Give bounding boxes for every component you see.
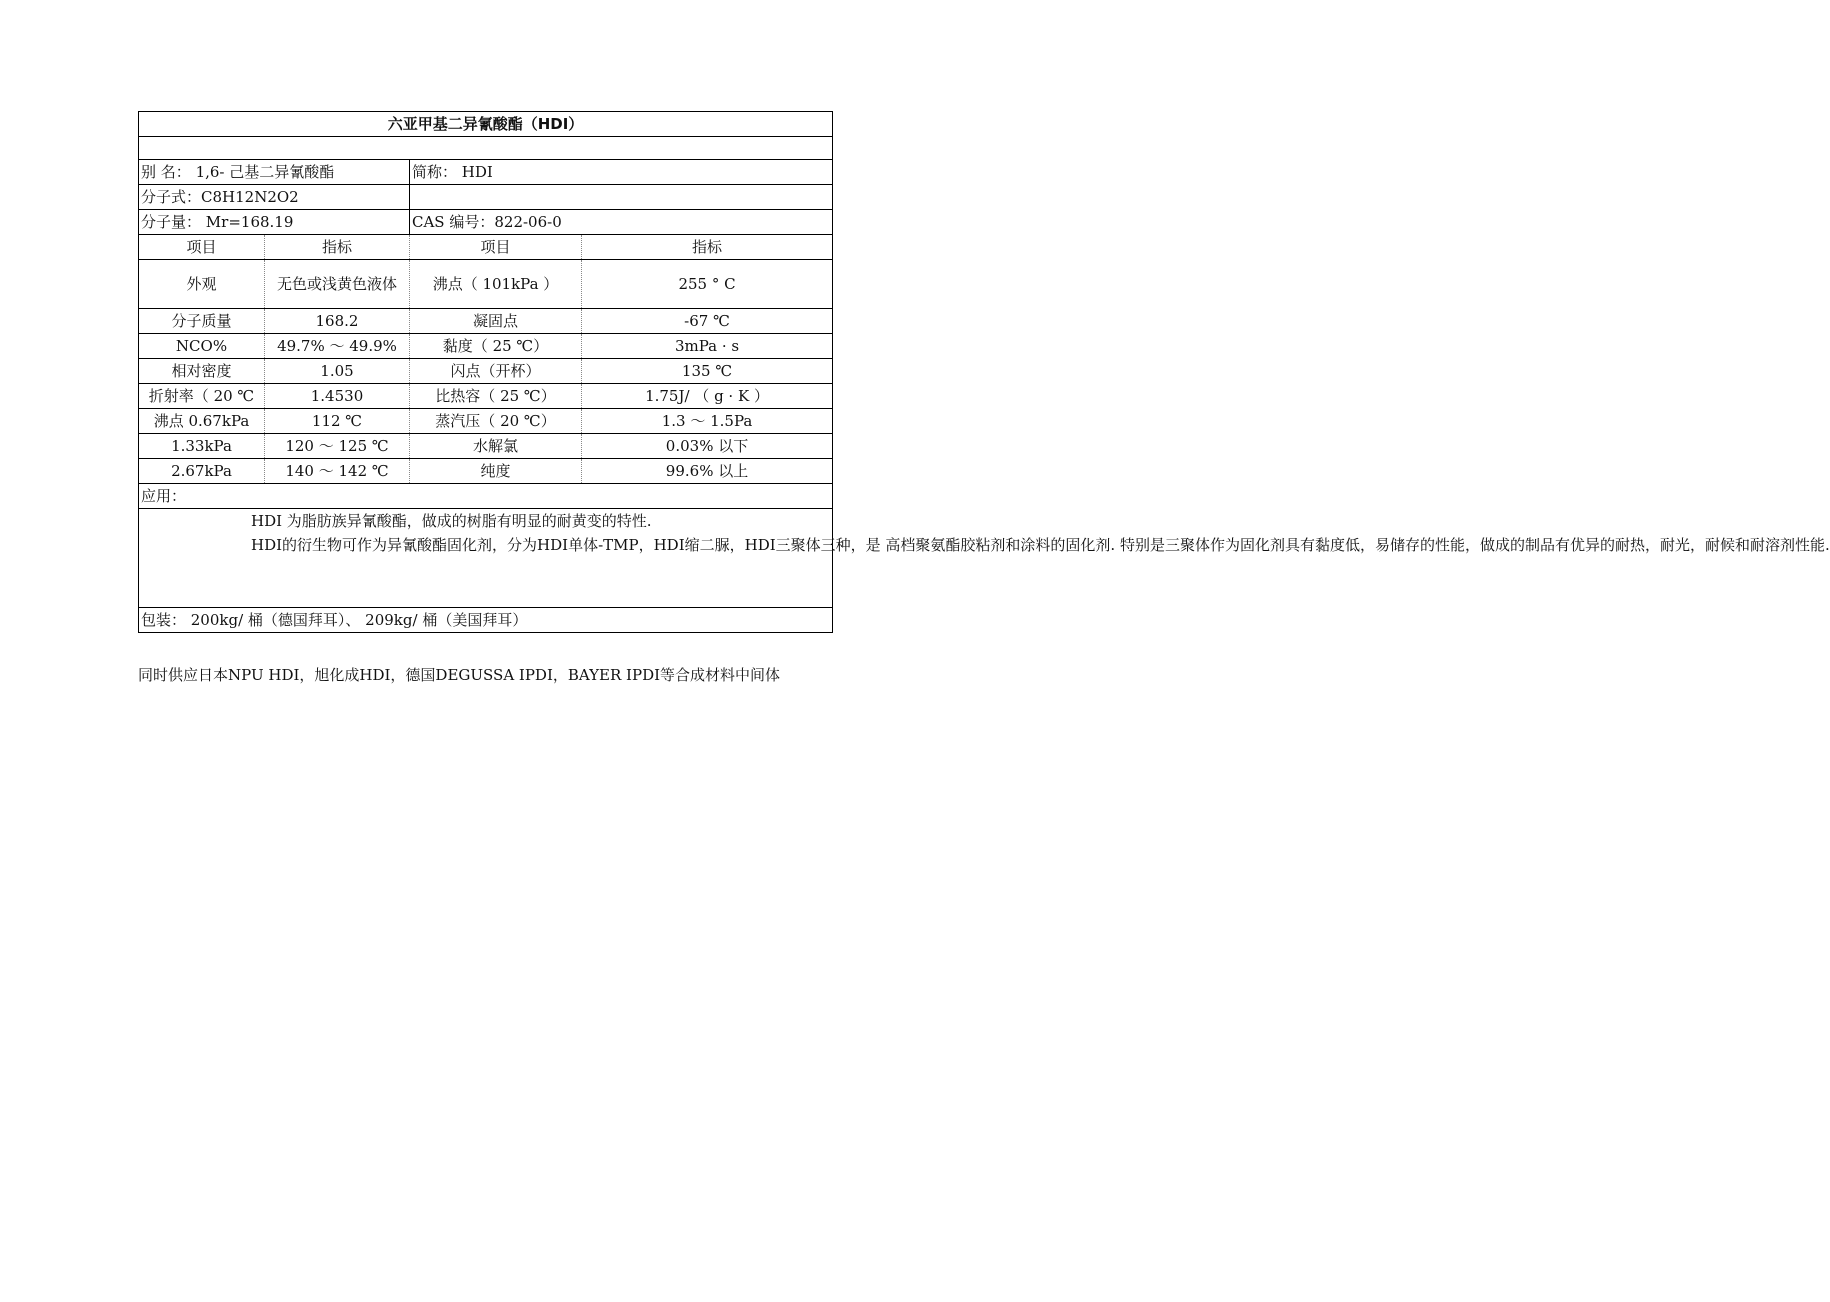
application-text (139, 509, 1830, 608)
alias-value: 1,6- 己基二异氰酸酯 (195, 163, 335, 181)
row-item-2: 蒸汽压（ 20 ℃） (410, 409, 582, 434)
table-row (139, 359, 833, 384)
property-header-row (139, 235, 833, 260)
row-value-1: 49.7% ～ 49.9% (265, 334, 410, 359)
application-paragraph-1: HDI 为脂肪族异氰酸酯，做成的树脂有明显的耐黄变的特性. (251, 512, 652, 530)
row-value-1: 112 ℃ (265, 409, 410, 434)
formula-label: 分子式： (141, 188, 202, 206)
application-paragraph-2: HDI的衍生物可作为异氰酸酯固化剂，分为HDI单体-TMP，HDI缩二脲，HDI三聚体三种，是 高档聚氨酯胶粘剂和涂料的固化剂. 特别是三聚体作为固化剂具有黏度低，易储存的性能，做成的制品有优异的耐热，耐光，耐候和耐溶剂性能. (251, 536, 1830, 554)
row-value-1: 无色或浅黄色液体 (265, 260, 410, 309)
row-value-2: -67 ℃ (582, 309, 833, 334)
row-item-2: 凝固点 (410, 309, 582, 334)
row-value-1: 120 ～ 125 ℃ (265, 434, 410, 459)
row-item-1: 1.33kPa (139, 434, 265, 459)
row-value-1: 168.2 (265, 309, 410, 334)
cas-label: CAS 编号： (412, 213, 495, 231)
row-item-2: 比热容（ 25 ℃） (410, 384, 582, 409)
row-item-1: 相对密度 (139, 359, 265, 384)
header-value-1: 指标 (265, 235, 410, 260)
alias-cell (139, 160, 410, 185)
row-item-1: 分子质量 (139, 309, 265, 334)
abbr-cell (410, 160, 833, 185)
spec-table (138, 111, 1830, 633)
row-value-2: 1.3 ～ 1.5Pa (582, 409, 833, 434)
table-row (139, 309, 833, 334)
abbr-label: 简称： (412, 163, 458, 181)
row-item-2: 纯度 (410, 459, 582, 484)
cas-value: 822-06-0 (494, 213, 562, 231)
row-value-1: 1.4530 (265, 384, 410, 409)
supply-note: 同时供应日本NPU HDI，旭化成HDI，德国DEGUSSA IPDI，BAYER IPDI等合成材料中间体 (138, 666, 781, 684)
table-row (139, 409, 833, 434)
mw-cell (139, 210, 410, 235)
formula-blank-cell (410, 185, 833, 210)
alias-label: 别 名： (141, 163, 191, 181)
row-item-1: 2.67kPa (139, 459, 265, 484)
row-item-2: 水解氯 (410, 434, 582, 459)
table-row (139, 384, 833, 409)
table-row (139, 260, 833, 309)
formula-cell (139, 185, 410, 210)
mw-label: 分子量： (141, 213, 202, 231)
row-item-2: 黏度（ 25 ℃） (410, 334, 582, 359)
cas-cell (410, 210, 833, 235)
header-value-2: 指标 (582, 235, 833, 260)
row-item-2: 闪点（开杯） (410, 359, 582, 384)
formula-value: C8H12N2O2 (201, 188, 299, 206)
header-item-1: 项目 (139, 235, 265, 260)
row-item-1: 外观 (139, 260, 265, 309)
abbr-value: HDI (461, 163, 493, 181)
row-value-2: 255 ° C (582, 260, 833, 309)
row-item-2: 沸点（ 101kPa ） (410, 260, 582, 309)
row-value-2: 135 ℃ (582, 359, 833, 384)
table-row (139, 459, 833, 484)
row-value-2: 1.75J/ （ g · K ） (582, 384, 833, 409)
row-value-2: 3mPa · s (582, 334, 833, 359)
application-label: 应用： (139, 484, 833, 509)
table-row (139, 434, 833, 459)
document-title: 六亚甲基二异氰酸酯（HDI） (139, 112, 833, 137)
table-row (139, 334, 833, 359)
row-value-2: 99.6% 以上 (582, 459, 833, 484)
packaging-info: 包装： 200kg/ 桶（德国拜耳）、 209kg/ 桶（美国拜耳） (139, 608, 833, 633)
row-item-1: NCO% (139, 334, 265, 359)
row-value-2: 0.03% 以下 (582, 434, 833, 459)
row-item-1: 沸点 0.67kPa (139, 409, 265, 434)
row-item-1: 折射率（ 20 ℃ (139, 384, 265, 409)
spec-sheet (138, 111, 1830, 633)
row-value-1: 1.05 (265, 359, 410, 384)
header-item-2: 项目 (410, 235, 582, 260)
blank-row (139, 137, 833, 160)
mw-value: Mr=168.19 (205, 213, 294, 231)
row-value-1: 140 ～ 142 ℃ (265, 459, 410, 484)
